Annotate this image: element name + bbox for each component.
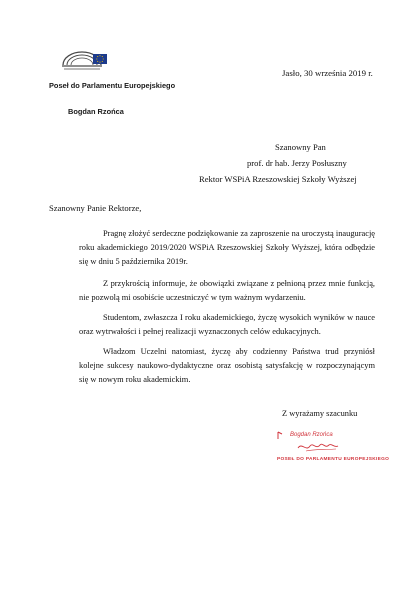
body-paragraph-1: Pragnę złożyć serdeczne podziękowanie za zaproszenie na uroczystą inaugurację roku akademickiego 2019/2020 WSPiA Rzeszowskiej Szkoły Wyższej, która odbędzie się w dniu 5 października 2019r. <box>79 229 375 267</box>
signature-stamp <box>262 430 390 470</box>
european-parliament-logo <box>60 46 110 76</box>
body-paragraph-3: Studentom, zwłaszcza I roku akademickiego, życzę wysokich wyników w nauce oraz wytrwałości i pełnej realizacji wyznaczonych celów edukacyjnych. <box>79 313 375 337</box>
addressee-line-3: Rektor WSPiA Rzeszowskiej Szkoły Wyższej <box>199 174 357 184</box>
addressee-line-2: prof. dr hab. Jerzy Posłuszny <box>247 158 347 168</box>
sender-organization: Poseł do Parlamentu Europejskiego <box>49 81 176 90</box>
letter-date: Jasło, 30 września 2019 r. <box>282 68 373 78</box>
stamp-name: Bogdan Rzońca <box>290 432 333 438</box>
closing-phrase: Z wyrażamy szacunku <box>282 409 358 418</box>
stamp-title: POSEŁ DO PARLAMENTU EUROPEJSKIEGO <box>277 457 390 462</box>
addressee-line-1: Szanowny Pan <box>275 142 326 152</box>
body-paragraph-2: Z przykrością informuje, że obowiązki związane z pełnioną przez mnie funkcją, nie pozwolą mi osobiście uczestniczyć w tym ważnym wydarzeniu. <box>79 279 375 303</box>
salutation: Szanowny Panie Rektorze, <box>49 203 142 213</box>
european-parliament-logo-icon <box>60 46 110 76</box>
sender-name: Bogdan Rzońca <box>68 107 124 116</box>
body-paragraph-4: Władzom Uczelni natomiast, życzę aby codzienny Państwa trud przyniósł kolejne sukcesy naukowo-dydaktyczne oraz osobistą satysfakcję w rozpoczynającym się w nowym roku akademickim. <box>79 347 375 385</box>
